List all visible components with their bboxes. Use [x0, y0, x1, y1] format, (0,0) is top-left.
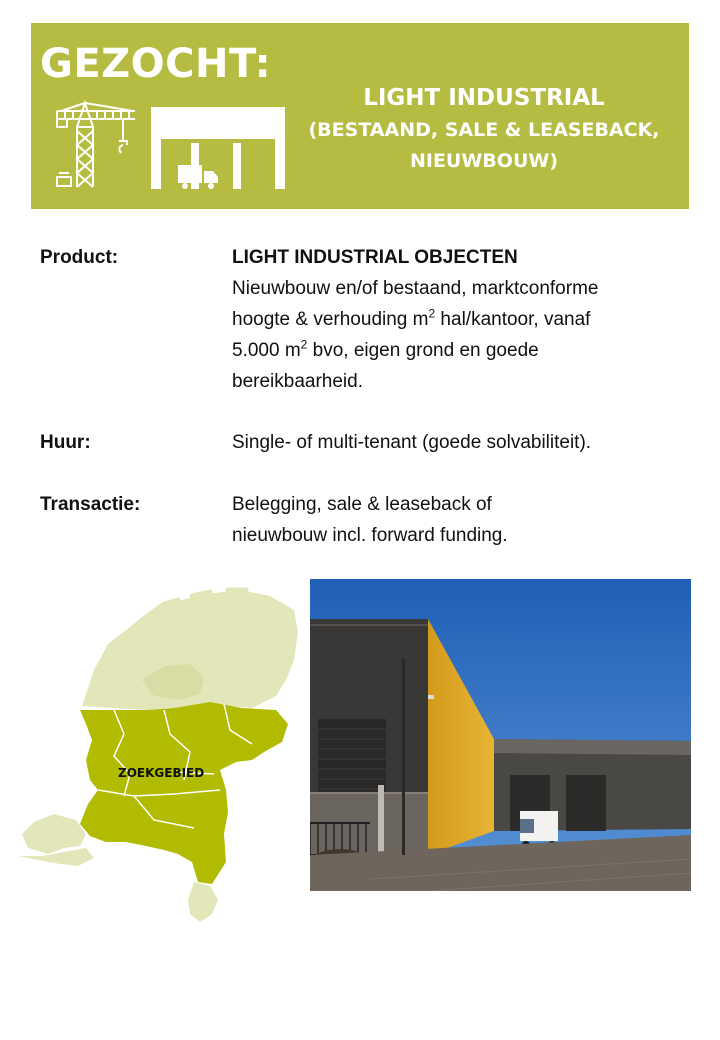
- product-line4: bereikbaarheid.: [232, 371, 363, 392]
- transactie-section: [40, 489, 690, 553]
- transactie-line2: nieuwbouw incl. forward funding.: [232, 525, 508, 546]
- product-line2-text-end: hal/kantoor, vanaf: [435, 309, 591, 330]
- banner-subtitle: [299, 83, 669, 177]
- product-title: LIGHT INDUSTRIAL OBJECTEN: [232, 247, 518, 268]
- huur-value: Single- of multi-tenant (goede solvabiliteit).: [232, 432, 592, 453]
- warehouse-truck-icon: [151, 107, 285, 189]
- crane-icon: [55, 97, 137, 189]
- product-label: Product:: [40, 247, 119, 268]
- transactie-value: [232, 489, 682, 551]
- huur-label: Huur:: [40, 432, 91, 453]
- product-line3-text: 5.000 m: [232, 340, 301, 361]
- banner-subtitle-line3: NIEUWBOUW): [409, 150, 559, 172]
- map-north-region: [82, 590, 298, 710]
- product-line3-sup: 2: [300, 337, 308, 352]
- map-south-tip-region: [188, 882, 218, 922]
- map-search-area-label: ZOEKGEBIED: [118, 766, 205, 780]
- banner-subtitle-line1: LIGHT INDUSTRIAL: [363, 85, 605, 111]
- huur-section: [40, 427, 690, 459]
- transactie-line1: Belegging, sale & leaseback of: [232, 494, 492, 515]
- transactie-label: Transactie:: [40, 494, 141, 515]
- product-line3: [232, 335, 682, 366]
- banner-subtitle-line2: (BESTAAND, SALE & LEASEBACK,: [308, 119, 660, 141]
- product-section: [40, 242, 690, 402]
- product-line2-sup: 2: [428, 306, 436, 321]
- product-line2: [232, 304, 682, 335]
- product-value: [232, 242, 682, 397]
- product-line3-text-end: bvo, eigen grond en goede: [307, 340, 539, 361]
- netherlands-map: [14, 584, 304, 924]
- header-banner: [31, 23, 689, 209]
- banner-heading: GEZOCHT:: [40, 41, 272, 87]
- product-line2-text: hoogte & verhouding m: [232, 309, 429, 330]
- warehouse-photo: [310, 579, 691, 891]
- map-search-area: [80, 702, 288, 884]
- product-line1: Nieuwbouw en/of bestaand, marktconforme: [232, 278, 599, 299]
